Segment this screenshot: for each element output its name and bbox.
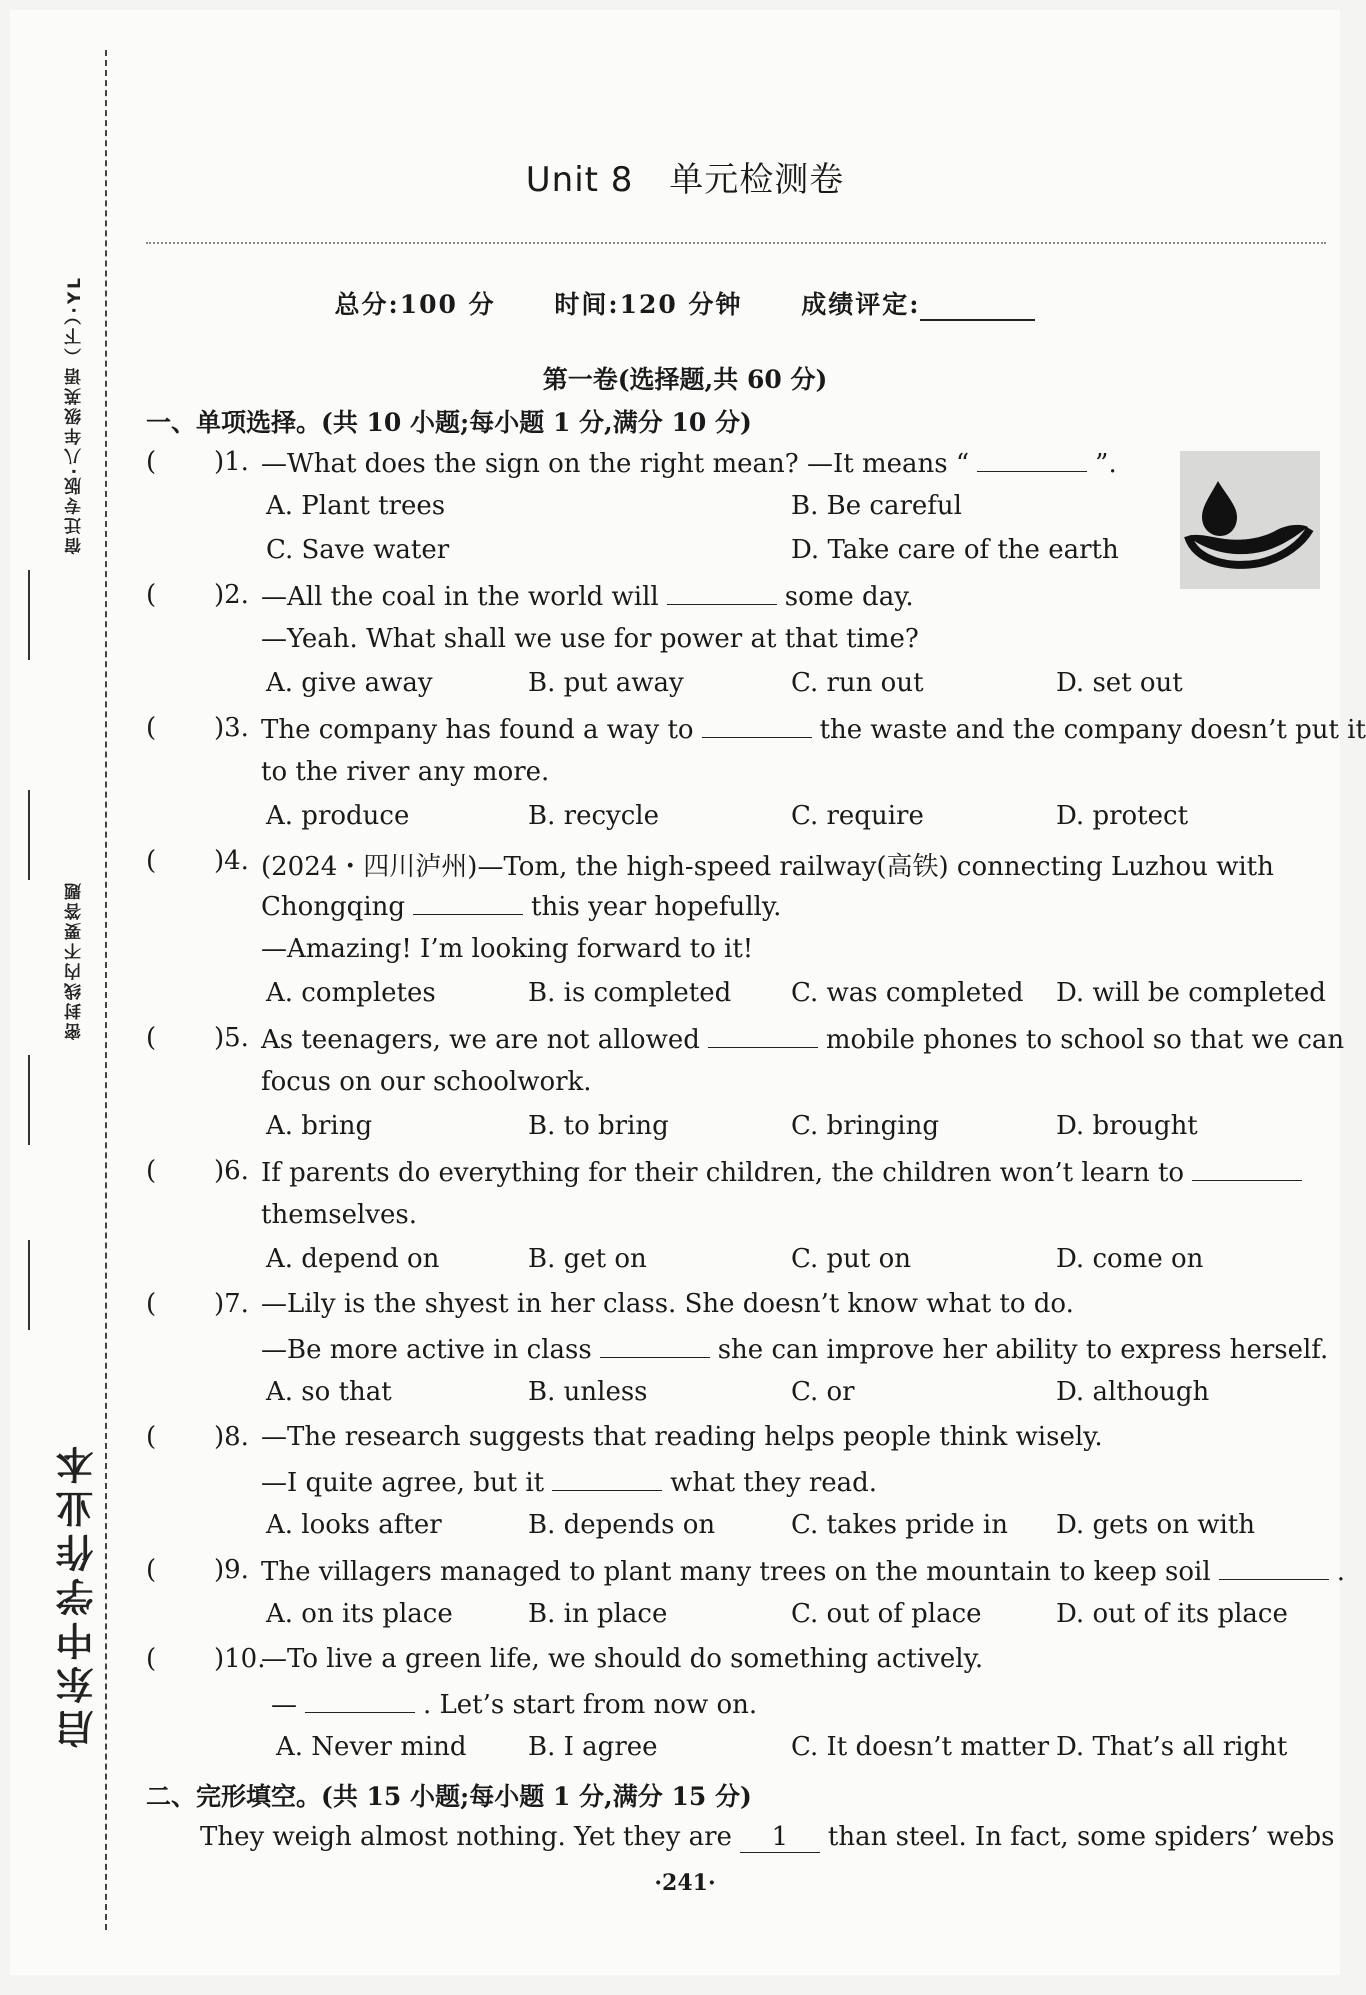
cut-line	[105, 50, 107, 1930]
option-c[interactable]: C. run out	[791, 668, 924, 698]
answer-blank[interactable]	[305, 1688, 415, 1713]
question-text: —Yeah. What shall we use for power at that time?	[261, 624, 919, 654]
test-meta	[10, 285, 1360, 321]
title-divider	[146, 242, 1326, 244]
option-d[interactable]: D. brought	[1056, 1111, 1198, 1141]
option-d[interactable]: D. come on	[1056, 1244, 1204, 1274]
option-a[interactable]: A. bring	[266, 1111, 373, 1141]
option-c[interactable]: C. put on	[791, 1244, 911, 1274]
total-score: 总分:100 分	[334, 290, 496, 319]
option-b[interactable]: B. get on	[528, 1244, 647, 1274]
page-title	[10, 152, 1360, 201]
option-c[interactable]: C. out of place	[791, 1599, 982, 1629]
answer-blank[interactable]	[1219, 1555, 1329, 1580]
answer-paren: (	[146, 713, 157, 743]
option-c[interactable]: C. was completed	[791, 978, 1024, 1008]
option-c[interactable]: C. require	[791, 801, 924, 831]
water-drop-hand-icon	[1180, 451, 1320, 589]
sidebar-school-name: 启东中学作业本	[56, 1440, 100, 1748]
sidebar-notice: 密封线内不要答题	[65, 880, 85, 1040]
answer-paren: (	[146, 1023, 157, 1053]
option-c[interactable]: C. takes pride in	[791, 1510, 1008, 1540]
question-text: —Amazing! I’m looking forward to it!	[261, 934, 754, 964]
section-heading: 二、完形填空。(共 15 小题;每小题 1 分,满分 15 分)	[146, 1782, 752, 1811]
option-a[interactable]: A. give away	[266, 668, 433, 698]
option-a[interactable]: A. Never mind	[276, 1732, 467, 1762]
test-title: 单元检测卷	[669, 160, 845, 200]
question-text: —All the coal in the world will	[261, 582, 659, 612]
volume-heading: 第一卷(选择题,共 60 分)	[542, 365, 828, 394]
answer-paren: (	[146, 447, 157, 477]
sidebar-rule	[28, 570, 30, 660]
cloze-blank-1[interactable]: 1	[740, 1822, 820, 1853]
option-d[interactable]: D. out of its place	[1056, 1599, 1288, 1629]
option-c[interactable]: C. bringing	[791, 1111, 939, 1141]
answer-blank[interactable]	[552, 1466, 662, 1491]
question-text: —Lily is the shyest in her class. She doesn’t know what to do.	[261, 1289, 1074, 1319]
option-a[interactable]: A. on its place	[266, 1599, 453, 1629]
answer-blank[interactable]	[667, 580, 777, 605]
sidebar-rule	[28, 1055, 30, 1145]
answer-paren: (	[146, 846, 157, 876]
option-b[interactable]: B. I agree	[528, 1732, 658, 1762]
answer-paren: (	[146, 580, 157, 610]
question-text: to the river any more.	[261, 757, 550, 787]
answer-blank[interactable]	[708, 1023, 818, 1048]
option-d[interactable]: D. set out	[1056, 668, 1183, 698]
answer-blank[interactable]	[977, 447, 1087, 472]
option-d[interactable]: D. will be completed	[1056, 978, 1326, 1008]
question-text: If parents do everything for their children, the children won’t learn to	[261, 1158, 1185, 1188]
question-text: As teenagers, we are not allowed	[261, 1025, 700, 1055]
answer-blank[interactable]	[1192, 1156, 1302, 1181]
grade-label: 成绩评定:	[801, 290, 1035, 319]
unit-label: Unit 8	[525, 160, 634, 200]
option-d[interactable]: D. gets on with	[1056, 1510, 1255, 1540]
question-text: The villagers managed to plant many trees on the mountain to keep soil	[261, 1557, 1211, 1587]
question-text: —What does the sign on the right mean? —It means “	[261, 449, 970, 479]
option-b[interactable]: B. is completed	[528, 978, 732, 1008]
answer-blank[interactable]	[413, 890, 523, 915]
question-text: The company has found a way to	[261, 715, 694, 745]
answer-blank[interactable]	[600, 1333, 710, 1358]
option-b[interactable]: B. recycle	[528, 801, 659, 831]
page-number: ·241·	[654, 1870, 716, 1896]
option-d[interactable]: D. protect	[1056, 801, 1189, 831]
option-c[interactable]: C. It doesn’t matter	[791, 1732, 1050, 1762]
option-c[interactable]: C. or	[791, 1377, 855, 1407]
option-b[interactable]: B. unless	[528, 1377, 648, 1407]
option-c[interactable]: C. Save water	[266, 535, 450, 565]
answer-paren: (	[146, 1156, 157, 1186]
option-d[interactable]: D. That’s all right	[1056, 1732, 1288, 1762]
option-b[interactable]: B. depends on	[528, 1510, 716, 1540]
option-a[interactable]: A. produce	[266, 801, 410, 831]
option-a[interactable]: A. depend on	[266, 1244, 440, 1274]
answer-paren: (	[146, 1422, 157, 1452]
answer-paren: (	[146, 1289, 157, 1319]
option-a[interactable]: A. so that	[266, 1377, 392, 1407]
sign-image	[1180, 451, 1320, 589]
question-text: themselves.	[261, 1200, 417, 1230]
option-b[interactable]: B. in place	[528, 1599, 668, 1629]
answer-blank[interactable]	[702, 713, 812, 738]
sidebar-rule	[28, 790, 30, 880]
time-limit: 时间:120 分钟	[554, 290, 743, 319]
sidebar-rule	[28, 1240, 30, 1330]
option-d[interactable]: D. although	[1056, 1377, 1210, 1407]
answer-paren: (	[146, 1644, 157, 1674]
grade-blank[interactable]	[920, 291, 1035, 321]
option-a[interactable]: A. looks after	[266, 1510, 442, 1540]
question-text: —The research suggests that reading helps people think wisely.	[261, 1422, 1103, 1452]
cloze-passage: They weigh almost nothing. Yet they are 1 than steel. In fact, some spiders’ webs	[200, 1822, 1335, 1852]
worksheet-page: 宿迁专版·八年级英语（下）·YL 密封线内不要答题 启东中学作业本 Unit 8 单元检测卷 总分:100 分 时间:120 分钟 成绩评定: 第一卷(选择题,共 60 分) 一、单项选择。(共 10 小题;每小题 1 分,满分 10 分) ( )1. —What does the sign on the right mean? —It means “ ”. A. Plant trees B. Be careful C. Save water D. Take care of the earth ( )2. —All the coal in the world will some day. —Yeah. What shall we use for power at that time? A. give away B. put away C. run out D. set out ( )3. The company has found a way to the waste and the company doesn’t put it to the river any more. A. produce B. recycle C. require D. protect ( )4. (2024・四川泸州)—Tom, the high-speed railway(高铁) connecting Luzhou with Chongqing this year hopefully. —Amazing! I’m looking forward to it! A. completes B. is completed C. was completed D. will be completed ( )5. As teenagers, we are not allowed mobile phones to school so that we can focus on our schoolwork. A. bring B. to bring C. bringing D. brought ( )6. If parents do everything for their children, the children won’t learn to themselves. A. depend on B. get on C. put on D. come on ( )7. —Lily is the shyest in her class. She doesn’t know what to do. —Be more active in class she can improve her ability to express herself. A. so that B. unless C. or D. although ( )8. —The research suggests that reading helps people think wisely. —I quite agree, but it what they read. A. looks after B. depends on C. takes pride in D. gets on with ( )9. The villagers managed to plant many trees on the mountain to keep soil . A. on its place B. in place C. out of place D. out of its place ( )10. —To live a green life, we should do something actively. — . Let’s start from now on. A. Never mind B. I agree C. It doesn’t matter D. That’s all right 二、完形填空。(共 15 小题;每小题 1 分,满分 15 分) They weigh almost nothing. Yet they are 1 than steel. In fact, some spiders’ webs ·241·	[10, 10, 1340, 1975]
option-a[interactable]: A. Plant trees	[266, 491, 446, 521]
option-b[interactable]: B. put away	[528, 668, 684, 698]
section-heading: 一、单项选择。(共 10 小题;每小题 1 分,满分 10 分)	[146, 408, 752, 437]
option-b[interactable]: B. Be careful	[791, 491, 962, 521]
question-text: —To live a green life, we should do something actively.	[261, 1644, 984, 1674]
option-b[interactable]: B. to bring	[528, 1111, 669, 1141]
option-d[interactable]: D. Take care of the earth	[791, 535, 1119, 565]
question-text: focus on our schoolwork.	[261, 1067, 592, 1097]
answer-paren: (	[146, 1555, 157, 1585]
sidebar-book-label: 宿迁专版·八年级英语（下）·YL	[65, 275, 85, 555]
option-a[interactable]: A. completes	[266, 978, 436, 1008]
question-text: (2024・四川泸州)—Tom, the high-speed railway(高铁) connecting Luzhou with	[261, 852, 1274, 882]
